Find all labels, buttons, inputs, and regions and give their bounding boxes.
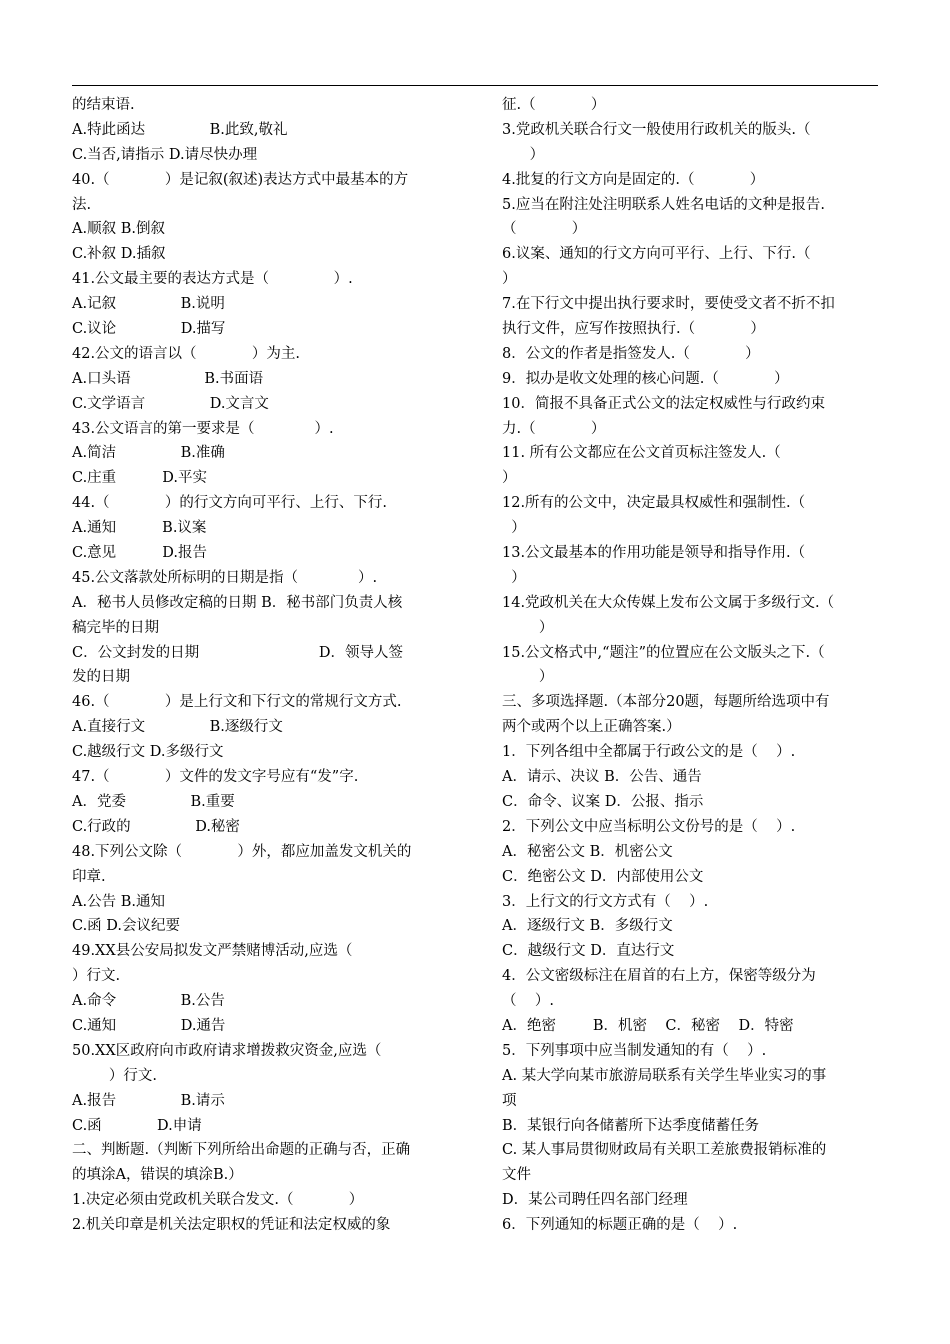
text-line: 7.在下行文中提出执行要求时，要使受文者不折不扣 <box>502 296 835 313</box>
text-line: A.公告 B.通知 <box>72 893 165 910</box>
text-line: A．逐级行文 B．多级行文 <box>502 918 673 935</box>
text-line: A.命令 B.公告 <box>72 993 225 1010</box>
text-line: A.顺叙 B.倒叙 <box>72 221 165 238</box>
text-line: 力.（ ） <box>502 420 606 437</box>
text-line: 4．公文密级标注在眉首的右上方，保密等级分为 <box>502 968 816 985</box>
text-line: 征.（ ） <box>502 97 606 113</box>
text-line: 12.所有的公文中，决定最具权威性和强制性.（ <box>502 495 806 512</box>
text-line: A．请示、决议 B．公告、通告 <box>502 769 702 786</box>
text-line: C．公文封发的日期 D．领导人签 <box>72 644 404 661</box>
text-line: 6.议案、通知的行文方向可平行、上行、下行.（ <box>502 246 811 263</box>
text-line: 二、判断题.（判断下列所给出命题的正确与否，正确 <box>72 1142 411 1159</box>
text-line: 6．下列通知的标题正确的是（ ）. <box>502 1217 738 1234</box>
text-line: 4.批复的行文方向是固定的.（ ） <box>502 171 765 188</box>
text-line: 15.公文格式中,“题注”的位置应在公文版头之下.（ <box>502 644 825 661</box>
text-line: 3.党政机关联合行文一般使用行政机关的版头.（ <box>502 121 811 138</box>
text-line: 48.下列公文除（ ）外，都应加盖发文机关的 <box>72 843 412 860</box>
text-line: 11. 所有公文都应在公文首页标注签发人.（ <box>502 445 781 462</box>
text-line: 41.公文最主要的表达方式是（ ）. <box>72 271 353 288</box>
text-line: 发的日期 <box>72 669 130 686</box>
text-line: A．党委 B.重要 <box>72 793 235 810</box>
text-line: C.当否,请指示 D.请尽快办理 <box>72 146 258 163</box>
text-line: 2.机关印章是机关法定职权的凭证和法定权威的象 <box>72 1217 391 1234</box>
text-line: ） <box>502 470 517 487</box>
text-line: 5．下列事项中应当制发通知的有（ ）. <box>502 1042 767 1059</box>
text-line: C.函 D.会议纪要 <box>72 918 181 935</box>
text-line: C．绝密公文 D．内部使用公文 <box>502 868 704 885</box>
text-line: 44.（ ）的行文方向可平行、上行、下行. <box>72 495 387 512</box>
text-line: 的填涂A，错误的填涂B.） <box>72 1167 243 1184</box>
text-line: C.文学语言 D.文言文 <box>72 395 269 412</box>
text-line: C．命令、议案 D．公报、指示 <box>502 793 704 810</box>
text-line: A. 某大学向某市旅游局联系有关学生毕业实习的事 <box>502 1067 827 1084</box>
text-line: 10．简报不具备正式公文的法定权威性与行政约束 <box>502 395 825 412</box>
text-line: A.口头语 B.书面语 <box>72 370 264 387</box>
text-line: A.通知 B.议案 <box>72 520 207 537</box>
text-line: 13.公文最基本的作用功能是领导和指导作用.（ <box>502 545 806 562</box>
text-line: 49.XX县公安局拟发文严禁赌博活动,应选（ <box>72 943 353 960</box>
text-line: 43.公文语言的第一要求是（ ）. <box>72 420 334 437</box>
text-line: 法. <box>72 196 92 213</box>
text-line: C. 某人事局贯彻财政局有关职工差旅费报销标准的 <box>502 1142 827 1159</box>
text-line: 1．下列各组中全都属于行政公文的是（ ）. <box>502 744 796 761</box>
text-line: A．秘书人员修改定稿的日期 B．秘书部门负责人核 <box>72 594 403 611</box>
text-line: 稿完毕的日期 <box>72 619 159 636</box>
text-line: A．绝密 B．机密 C．秘密 D．特密 <box>502 1017 794 1034</box>
text-line: 5.应当在附注处注明联系人姓名电话的文种是报告. <box>502 196 825 213</box>
text-line: C.庄重 D.平实 <box>72 470 207 487</box>
text-line: ） <box>502 271 517 288</box>
text-line: 文件 <box>502 1167 531 1184</box>
text-line: ） <box>502 520 526 537</box>
text-line: A.报告 B.请示 <box>72 1092 225 1109</box>
text-line: C.意见 D.报告 <box>72 545 207 562</box>
header-rule <box>72 85 878 86</box>
text-line: 2．下列公文中应当标明公文份号的是（ ）. <box>502 818 796 835</box>
text-line: 14.党政机关在大众传媒上发布公文属于多级行文.（ <box>502 594 835 611</box>
text-line: ） <box>502 669 554 686</box>
text-line: 三、多项选择题.（本部分20题，每题所给选项中有 <box>502 694 830 711</box>
text-line: A.直接行文 B.逐级行文 <box>72 719 283 736</box>
text-line: 45.公文落款处所标明的日期是指（ ）. <box>72 569 378 586</box>
text-line: B．某银行向各储蓄所下达季度储蓄任务 <box>502 1117 760 1134</box>
text-line: 40.（ ）是记叙(叙述)表达方式中最基本的方 <box>72 171 409 188</box>
text-line: A.简洁 B.准确 <box>72 445 225 462</box>
text-line: 1.决定必须由党政机关联合发文.（ ） <box>72 1192 364 1209</box>
text-line: ） <box>502 619 554 636</box>
text-line: C.议论 D.描写 <box>72 321 226 338</box>
text-line: ）行文. <box>72 1067 157 1084</box>
text-line: C.通知 D.通告 <box>72 1017 226 1034</box>
text-line: ）行文. <box>72 968 121 985</box>
right-column <box>502 93 880 1238</box>
text-line: 47.（ ）文件的发文字号应有“发”字. <box>72 769 359 786</box>
text-line: 50.XX区政府向市政府请求增拨救灾资金,应选（ <box>72 1042 382 1059</box>
text-line: 的结束语. <box>72 97 135 113</box>
text-line: 项 <box>502 1092 517 1109</box>
text-line: ） <box>502 569 526 586</box>
text-line: 两个或两个以上正确答案.） <box>502 719 681 736</box>
text-line: （ ）. <box>502 993 555 1010</box>
text-line: D．某公司聘任四名部门经理 <box>502 1192 688 1209</box>
text-line: A.记叙 B.说明 <box>72 296 225 313</box>
text-line: C.越级行文 D.多级行文 <box>72 744 224 761</box>
text-line: 9．拟办是收文处理的核心问题.（ ） <box>502 370 789 387</box>
left-column <box>72 93 450 1238</box>
text-line: 执行文件，应写作按照执行.（ ） <box>502 321 765 338</box>
text-line: 42.公文的语言以（ ）为主. <box>72 345 300 362</box>
text-line: A.特此函达 B.此致,敬礼 <box>72 121 288 138</box>
text-line: 3．上行文的行文方式有（ ）. <box>502 893 709 910</box>
text-line: A．秘密公文 B．机密公文 <box>502 843 673 860</box>
text-line: C.函 D.申请 <box>72 1117 202 1134</box>
text-line: C.补叙 D.插叙 <box>72 246 166 263</box>
text-line: C.行政的 D.秘密 <box>72 818 240 835</box>
text-line: 8．公文的作者是指签发人.（ ） <box>502 345 760 362</box>
text-line: （ ） <box>502 221 587 238</box>
text-line: C．越级行文 D．直达行文 <box>502 943 675 960</box>
text-line: 46.（ ）是上行文和下行文的常规行文方式. <box>72 694 402 711</box>
text-line: 印章. <box>72 868 106 885</box>
text-line: ） <box>502 146 545 163</box>
